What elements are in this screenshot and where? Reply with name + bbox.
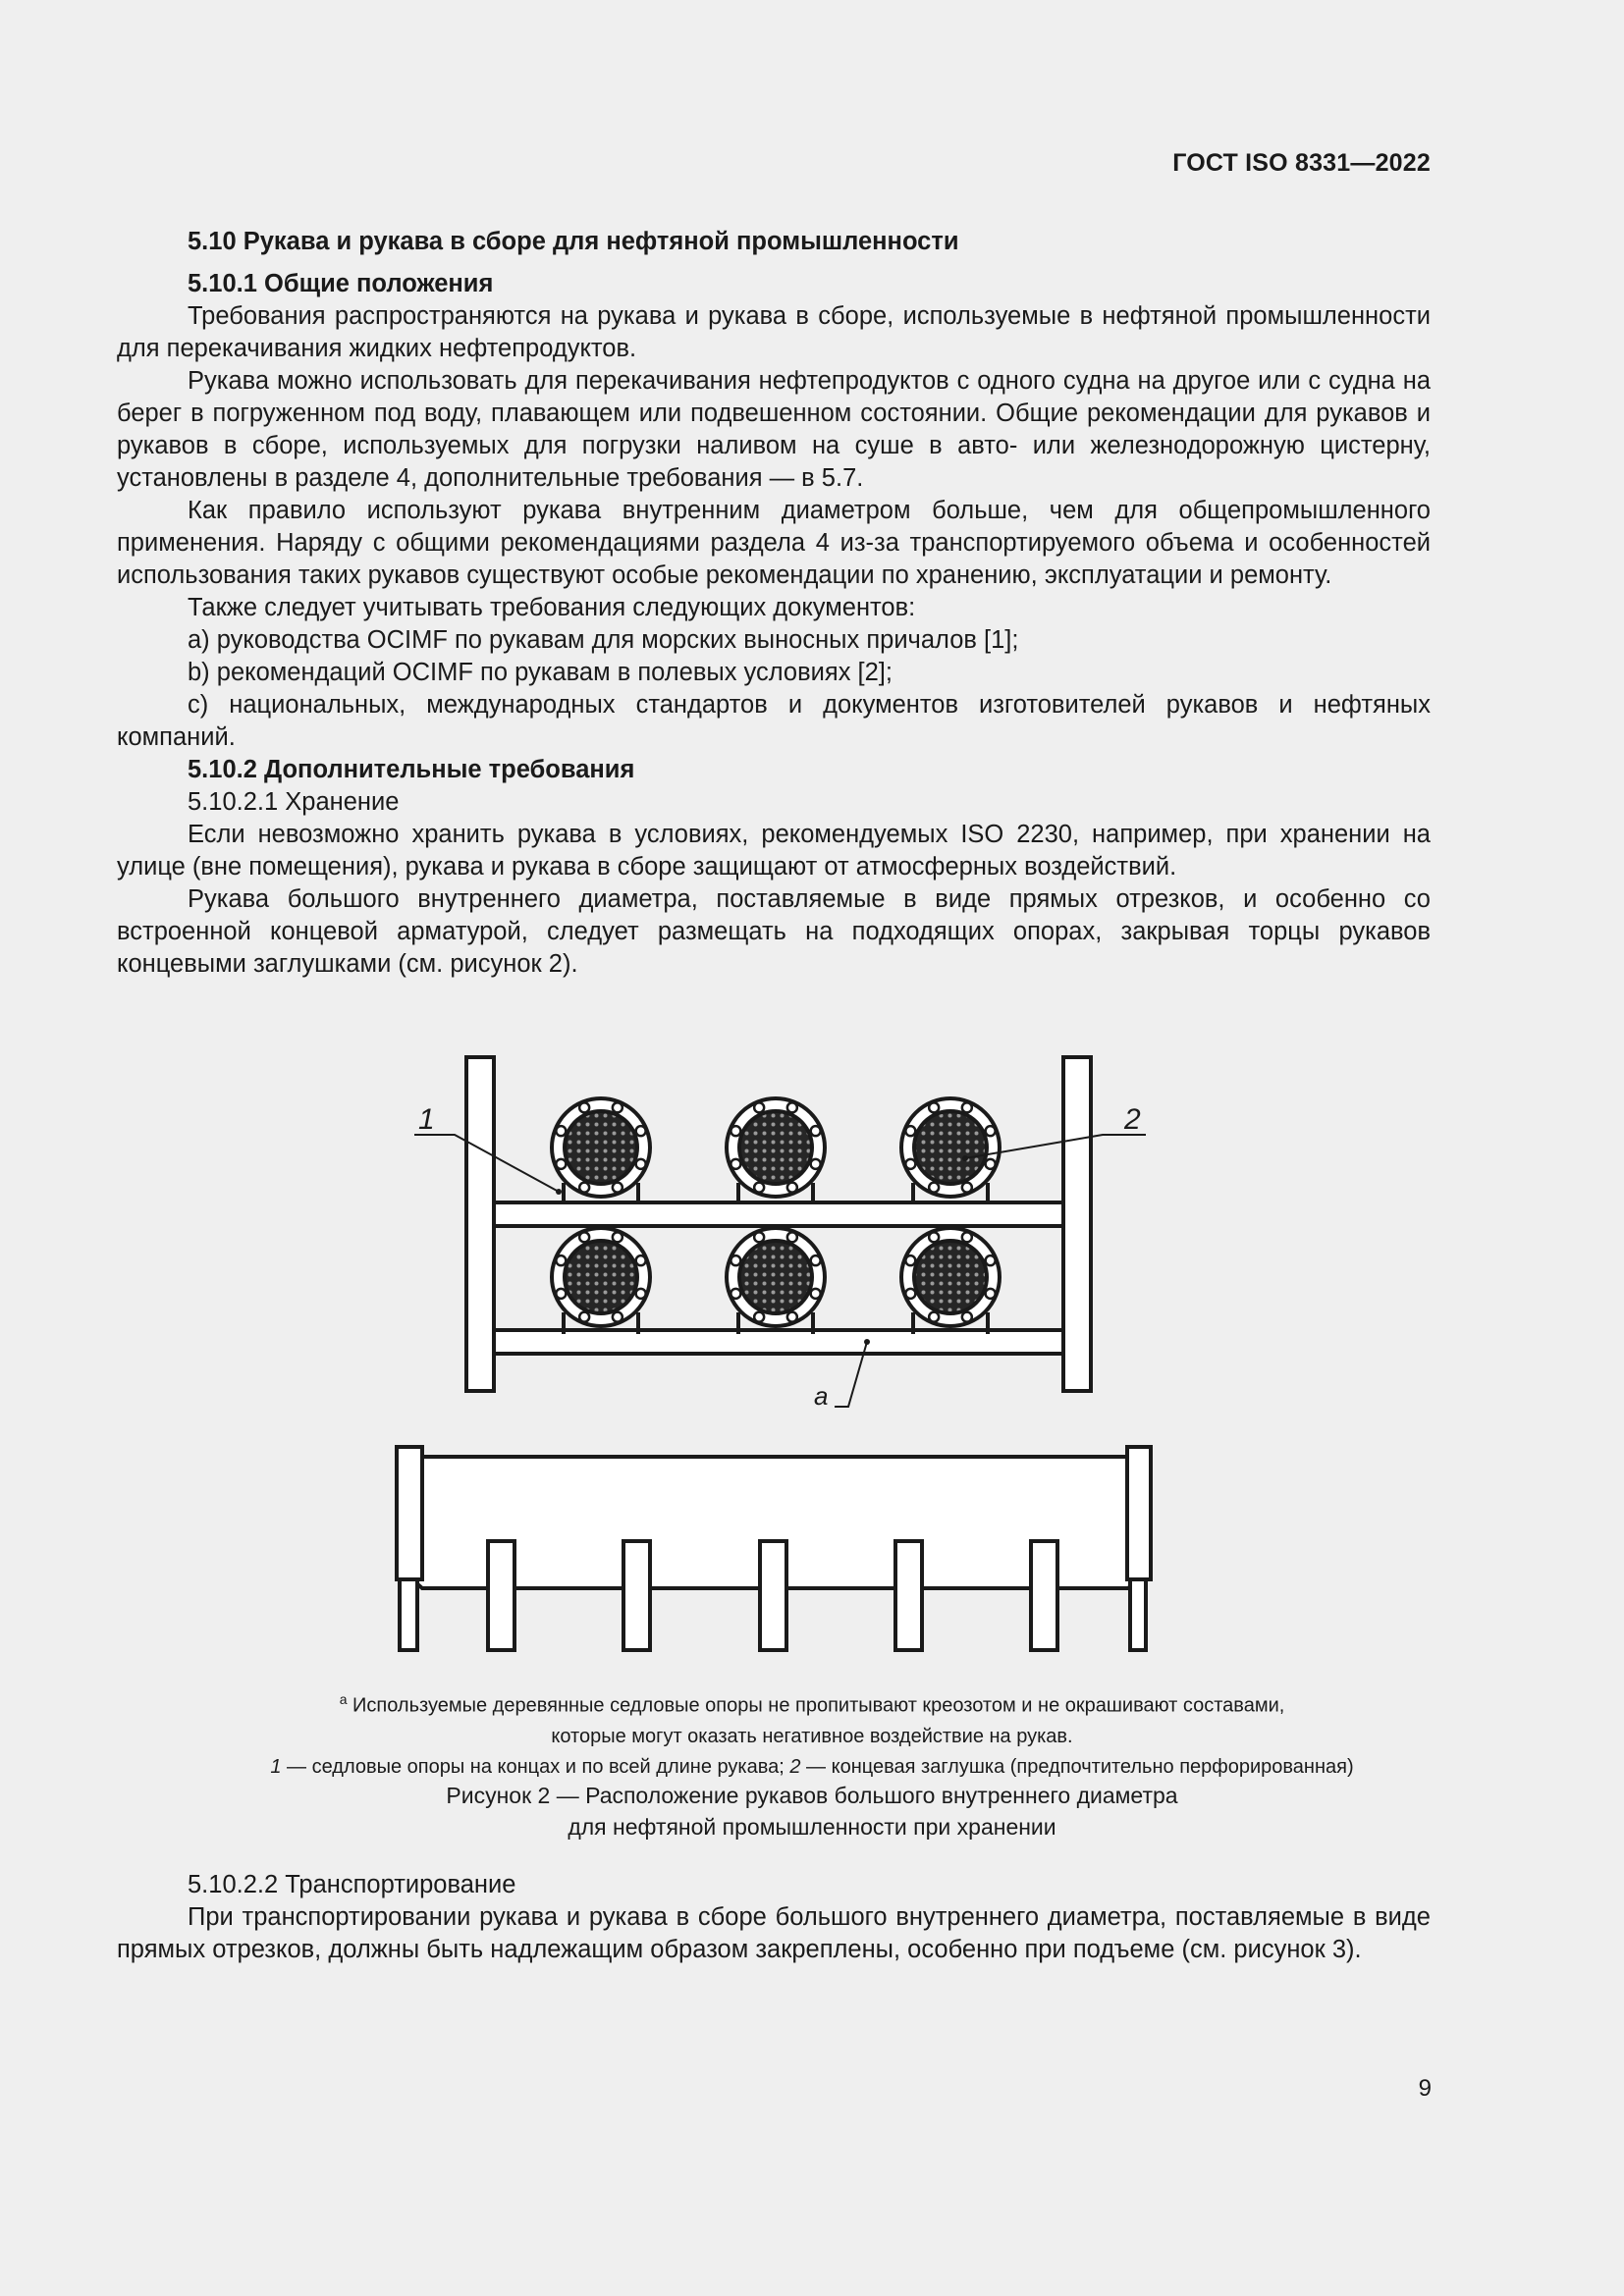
hose-end-cap	[552, 1098, 650, 1204]
label-a: a	[814, 1381, 829, 1411]
hose-end-cap	[727, 1228, 825, 1334]
figure-legend	[0, 1752, 1624, 1783]
figure-2-notes	[0, 1684, 1624, 1783]
footnote-mark: a	[339, 1691, 348, 1707]
footnote-text: Используемые деревянные седловые опоры не пропитывают креозотом и не окрашивают составами,	[352, 1694, 1285, 1717]
footnote-a-line2: которые могут оказать негативное воздействие на рукав.	[551, 1725, 1073, 1747]
caption-line1: Рисунок 2 — Расположение рукавов большого внутреннего диаметра	[446, 1783, 1178, 1808]
page-number: 9	[1418, 2075, 1432, 2102]
figure-2-caption	[0, 1780, 1624, 1842]
hose-end-cap	[727, 1098, 825, 1204]
list-item-a: a) руководства OCIMF по рукавам для морских выносных причалов [1];	[188, 626, 1019, 654]
paragraph: При транспортировании рукава и рукава в сборе большого внутреннего диаметра, поставляемые в виде прямых отрезков, должны быть надлежащим образом закреплены, особенно при подъеме (см. рисунок 3).	[117, 1903, 1431, 1963]
label-1: 1	[418, 1103, 435, 1136]
hose-side-view	[397, 1447, 1151, 1650]
section-5-10-title: 5.10 Рукава и рукава в сборе для нефтяной промышленности	[188, 228, 959, 255]
paragraph: Как правило используют рукава внутренним диаметром больше, чем для общепромышленного применения. Наряду с общими рекомендациями раздела 4 из-за транспортируемого объема и особенностей использования таких рукавов существуют особые рекомендации по хранению, эксплуатации и ремонту.	[117, 497, 1431, 589]
legend-num-1: 1	[270, 1755, 282, 1778]
section-5-10-2-title: 5.10.2 Дополнительные требования	[188, 756, 635, 783]
legend-text-1: — седловые опоры на концах и по всей длине рукава;	[281, 1755, 790, 1778]
section-5-10-1-title: 5.10.1 Общие положения	[188, 270, 494, 297]
hose-end-cap	[901, 1098, 1000, 1204]
legend-num-2: 2	[789, 1755, 801, 1778]
caption-line2: для нефтяной промышленности при хранении	[568, 1814, 1056, 1840]
list-item-b: b) рекомендаций OCIMF по рукавам в полевых условиях [2];	[188, 659, 893, 686]
section-5-10-2-1-title: 5.10.2.1 Хранение	[188, 788, 400, 816]
section-5-10	[117, 226, 1431, 981]
paragraph: Рукава большого внутреннего диаметра, поставляемые в виде прямых отрезков, и особенно со встроенной концевой арматурой, следует размещать на подходящих опорах, закрывая торцы рукавов концевыми заглушками (см. рисунок 2).	[117, 885, 1431, 978]
legend-text-2: — концевая заглушка (предпочтительно перфорированная)	[800, 1755, 1354, 1778]
section-5-10-2-2	[117, 1869, 1431, 1966]
paragraph: Рукава можно использовать для перекачивания нефтепродуктов с одного судна на другое или с судна на берег в погруженном под воду, плавающем или подвешенном состоянии. Общие рекомендации для рукавов и рукавов в сборе, используемых для погрузки наливом на суше в авто- или железнодорожную цистерну, установлены в разделе 4, дополнительные требования — в 5.7.	[117, 367, 1431, 492]
paragraph: Также следует учитывать требования следующих документов:	[188, 594, 916, 621]
section-5-10-2-2-title: 5.10.2.2 Транспортирование	[188, 1871, 516, 1898]
hose-end-cap	[552, 1228, 650, 1334]
list-item-c: c) национальных, международных стандартов и документов изготовителей рукавов и нефтяных компаний.	[117, 691, 1431, 751]
paragraph: Требования распространяются на рукава и рукава в сборе, используемые в нефтяной промышленности для перекачивания жидких нефтепродуктов.	[117, 302, 1431, 362]
document-id-header: ГОСТ ISO 8331—2022	[1172, 149, 1431, 177]
label-2: 2	[1124, 1103, 1141, 1136]
paragraph: Если невозможно хранить рукава в условиях, рекомендуемых ISO 2230, например, при хранении на улице (вне помещения), рукава и рукава в сборе защищают от атмосферных воздействий.	[117, 821, 1431, 881]
figure-2-drawing	[0, 1041, 1624, 1669]
footnote-a-line1	[0, 1684, 1624, 1722]
hose-end-cap	[901, 1228, 1000, 1334]
